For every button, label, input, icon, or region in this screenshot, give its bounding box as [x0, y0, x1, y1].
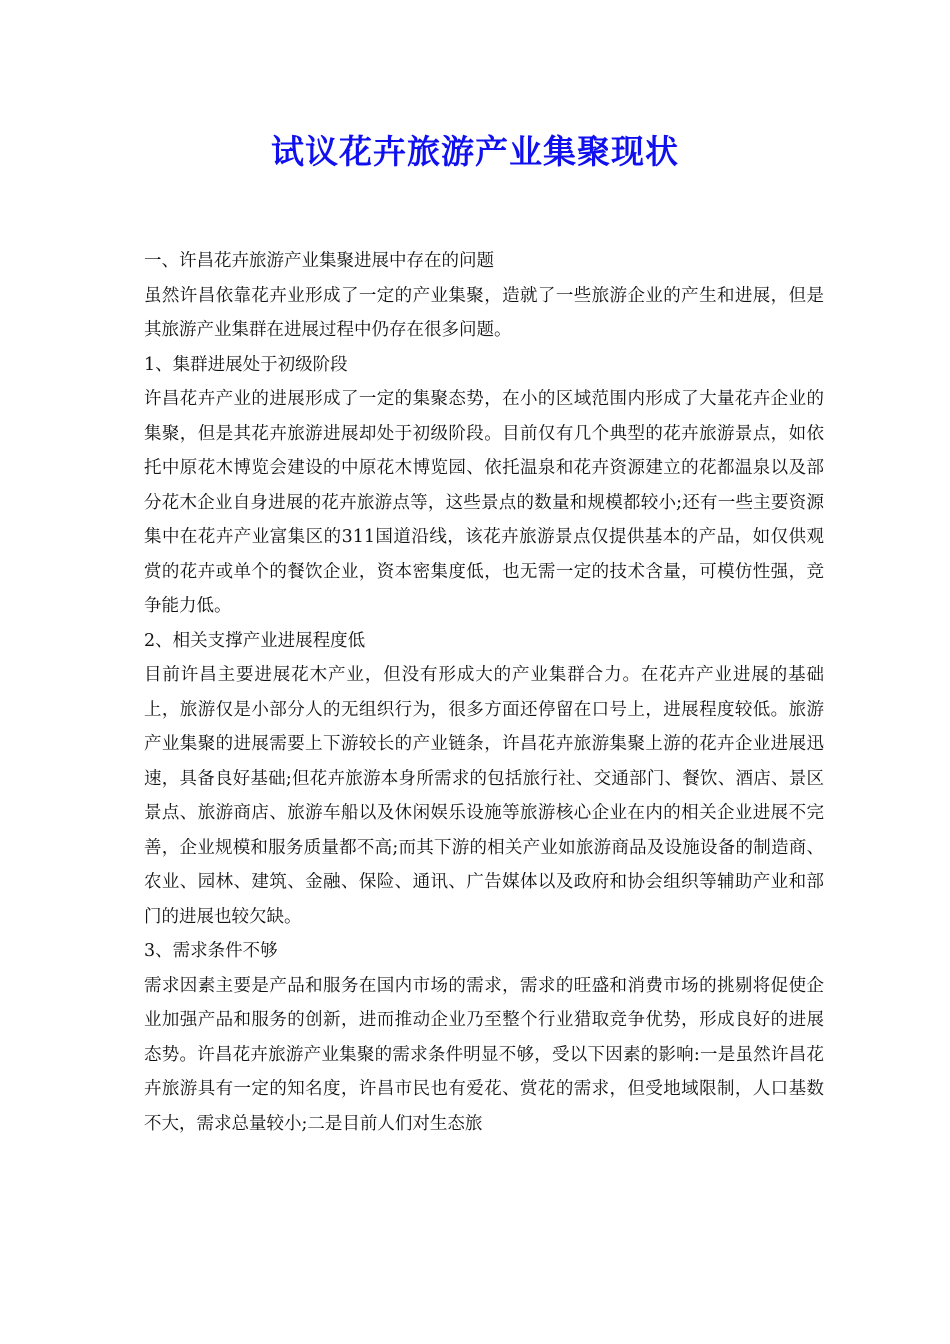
paragraph: 目前许昌主要进展花木产业，但没有形成大的产业集群合力。在花卉产业进展的基础上，旅游仅是小部分人的无组织行为，很多方面还停留在口号上，进展程度较低。旅游产业集聚的进展需要上下游较长的产业链条，许昌花卉旅游集聚上游的花卉企业进展迅速，具备良好基础;但花卉旅游本身所需求的包括旅行社、交通部门、餐饮、酒店、景区景点、旅游商店、旅游车船以及休闲娱乐设施等旅游核心企业在内的相关企业进展不完善，企业规模和服务质量都不高;而其下游的相关产业如旅游商品及设施设备的制造商、农业、园林、建筑、金融、保险、通讯、广告媒体以及政府和协会组织等辅助产业和部门的进展也较欠缺。: [144, 665, 824, 927]
subsection-heading: 1、集群进展处于初级阶段: [144, 354, 348, 375]
subsection-heading: 2、相关支撑产业进展程度低: [144, 630, 366, 651]
subsection-heading: 3、需求条件不够: [144, 941, 278, 961]
paragraph: 需求因素主要是产品和服务在国内市场的需求，需求的旺盛和消费市场的挑剔将促使企业加强产品和服务的创新，进而推动企业乃至整个行业猎取竞争优势，形成良好的进展态势。许昌花卉旅游产业集聚的需求条件明显不够，受以下因素的影响:一是虽然许昌花卉旅游具有一定的知名度，许昌市民也有爱花、赏花的需求，但受地域限制，人口基数不大，需求总量较小;二是目前人们对生态旅: [144, 975, 824, 1134]
section-heading: 一、许昌花卉旅游产业集聚进展中存在的问题: [144, 251, 494, 271]
paragraph: 虽然许昌依靠花卉业形成了一定的产业集聚，造就了一些旅游企业的产生和进展，但是其旅游产业集群在进展过程中仍存在很多问题。: [144, 285, 824, 340]
document-body: [144, 244, 824, 1141]
document-title: 试议花卉旅游产业集聚现状: [271, 132, 679, 171]
paragraph: 许昌花卉产业的进展形成了一定的集聚态势，在小的区域范围内形成了大量花卉企业的集聚，但是其花卉旅游进展却处于初级阶段。目前仅有几个典型的花卉旅游景点，如依托中原花木博览会建设的中原花木博览园、依托温泉和花卉资源建立的花都温泉以及部分花木企业自身进展的花卉旅游点等，这些景点的数量和规模都较小;还有一些主要资源集中在花卉产业富集区的311国道沿线，该花卉旅游景点仅提供基本的产品，如仅供观赏的花卉或单个的餐饮企业，资本密集度低，也无需一定的技术含量，可模仿性强，竞争能力低。: [144, 389, 824, 616]
